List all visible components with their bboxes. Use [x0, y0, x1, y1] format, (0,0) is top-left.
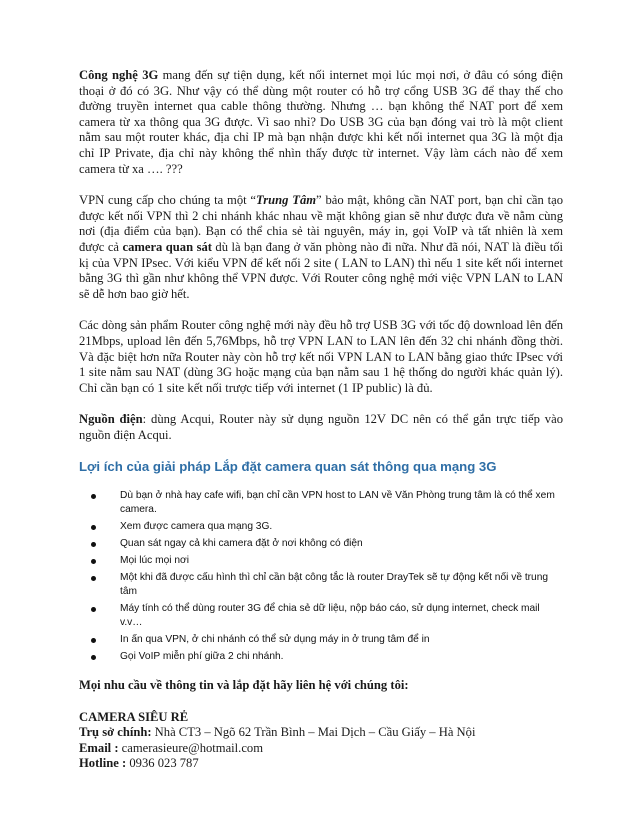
- list-item-text: Máy tính có thể dùng router 3G để chia sẻ dữ liệu, nộp báo cáo, sử dụng internet, check mail v.v…: [120, 603, 540, 629]
- list-item: [79, 554, 563, 568]
- router-text: Các dòng sản phẩm Router công nghệ mới này đều hỗ trợ USB 3G với tốc độ download lên đến 21Mbps, upload lên đến 5,76Mbps, hỗ trợ VPN LAN to LAN lên đến 32 chi nhánh đồng thời. Và đặc biệt hơn nữa Router này còn hỗ trợ kết nối VPN LAN to LAN bằng giao thức IPsec với 1 site nằm sau NAT (dùng 3G hoặc mạng của bạn nằm sau 1 hệ thống do người khác quản lý). Chỉ cần bạn có 1 site kết nối trược tiếp với internet (1 IP public) là đủ.: [79, 318, 563, 395]
- bullet-icon: [91, 525, 96, 530]
- vpn-paragraph: [79, 193, 563, 302]
- email-line: [79, 741, 563, 757]
- intro-text: mang đến sự tiện dụng, kết nối internet mọi lúc mọi nơi, ở đâu có sóng điện thoại ở đó có 3G. Như vậy có thể dùng một router có hỗ trợ cổng USB 3G để thay thế cho đường truyền internet qua cable thông thường. Nhưng … bạn không thể NAT port để xem camera từ xa thông qua 3G được. Vì sao nhỉ? Do USB 3G của bạn đóng vai trò là một client nằm sau một router khác, địa chỉ IP mà bạn nhận được khi kết nối internet qua 3G là một địa chỉ IP Private, địa chỉ này không thể nhìn thấy được từ internet. Vậy làm cách nào để xem camera từ xa …. ???: [79, 68, 564, 176]
- list-item-text: Quan sát ngay cả khi camera đặt ở nơi không có điện: [120, 538, 363, 550]
- bullet-icon: [91, 655, 96, 660]
- list-item-text: Gọi VoIP miễn phí giữa 2 chi nhánh.: [120, 651, 284, 663]
- list-item-text: In ấn qua VPN, ở chi nhánh có thể sử dụng máy in ở trung tâm để in: [120, 634, 430, 646]
- list-item: [79, 489, 563, 517]
- vpn-emphasis: Trung Tâm: [256, 193, 317, 208]
- hotline-label: Hotline :: [79, 756, 127, 771]
- vpn-text-2: ” bảo mật, không cần NAT port, bạn chỉ cần tạo được kết nối VPN thì 2 chi nhánh khác nhau về mặt không gian sẽ như được đưa về nằm cùng nơi (địa điểm của bạn). Bạn có thể chia sẻ tài nguyên, máy in, gọi VoIP và tất nhiên là xem được cả: [79, 193, 563, 254]
- hotline-value: 0936 023 787: [126, 756, 199, 771]
- list-item-text: Dù bạn ở nhà hay cafe wifi, bạn chỉ cần VPN host to LAN về Văn Phòng trung tâm là có thể xem camera.: [120, 490, 555, 516]
- list-item: [79, 537, 563, 551]
- benefits-list: [79, 489, 563, 664]
- router-paragraph: [79, 318, 563, 396]
- list-item: [79, 633, 563, 647]
- bullet-icon: [91, 607, 96, 612]
- address-line: [79, 725, 563, 741]
- bullet-icon: [91, 559, 96, 564]
- power-lead: Nguồn điện: [79, 412, 143, 427]
- benefits-heading: Lợi ích của giải pháp Lắp đặt camera quan sát thông qua mạng 3G: [79, 459, 497, 475]
- list-item-text: Xem được camera qua mạng 3G.: [120, 521, 273, 533]
- bullet-icon: [91, 542, 96, 547]
- vpn-text-3: dù là bạn đang ở văn phòng nào đi nữa. Như đã nói, NAT là điều tối kị của VPN IPsec. Với kiểu VPN để kết nối 2 site ( LAN to LAN) thì nếu 1 site kết nối internet bằng 3G thì gần như không thể VPN được. Với Router công nghệ mới việc VPN LAN to LAN sẽ dễ hơn bao giờ hết.: [79, 239, 563, 301]
- power-paragraph: [79, 412, 563, 443]
- address-label: Trụ sở chính:: [79, 725, 152, 740]
- list-item: [79, 520, 563, 534]
- contact-title: Mọi nhu cầu về thông tin và lắp đặt hãy liên hệ với chúng tôi:: [79, 678, 409, 693]
- bullet-icon: [91, 494, 96, 499]
- list-item: [79, 602, 563, 630]
- power-text: : dùng Acqui, Router này sử dụng nguồn 12V DC nên có thể gắn trực tiếp vào nguồn điện Acqui.: [79, 412, 563, 442]
- document-page: [79, 68, 563, 772]
- email-label: Email :: [79, 740, 119, 755]
- bullet-icon: [91, 638, 96, 643]
- vpn-text-1: VPN cung cấp cho chúng ta một “: [79, 193, 257, 208]
- list-item-text: Một khi đã được cấu hình thì chỉ cần bật công tắc là router DrayTek sẽ tự động kết nối về trung tâm: [120, 572, 549, 598]
- hotline-line: [79, 756, 563, 772]
- contact-block: [79, 710, 563, 772]
- list-item: [79, 571, 563, 599]
- company-name: CAMERA SIÊU RẺ: [79, 709, 189, 724]
- bullet-icon: [91, 576, 96, 581]
- intro-paragraph: [79, 68, 563, 177]
- intro-lead: Công nghệ 3G: [79, 68, 159, 82]
- email-value: camerasieure@hotmail.com: [118, 740, 264, 755]
- address-value: Nhà CT3 – Ngõ 62 Trần Bình – Mai Dịch – Cầu Giấy – Hà Nội: [151, 725, 476, 740]
- vpn-bold: camera quan sát: [122, 239, 212, 254]
- list-item-text: Mọi lúc mọi nơi: [120, 555, 189, 567]
- list-item: [79, 650, 563, 664]
